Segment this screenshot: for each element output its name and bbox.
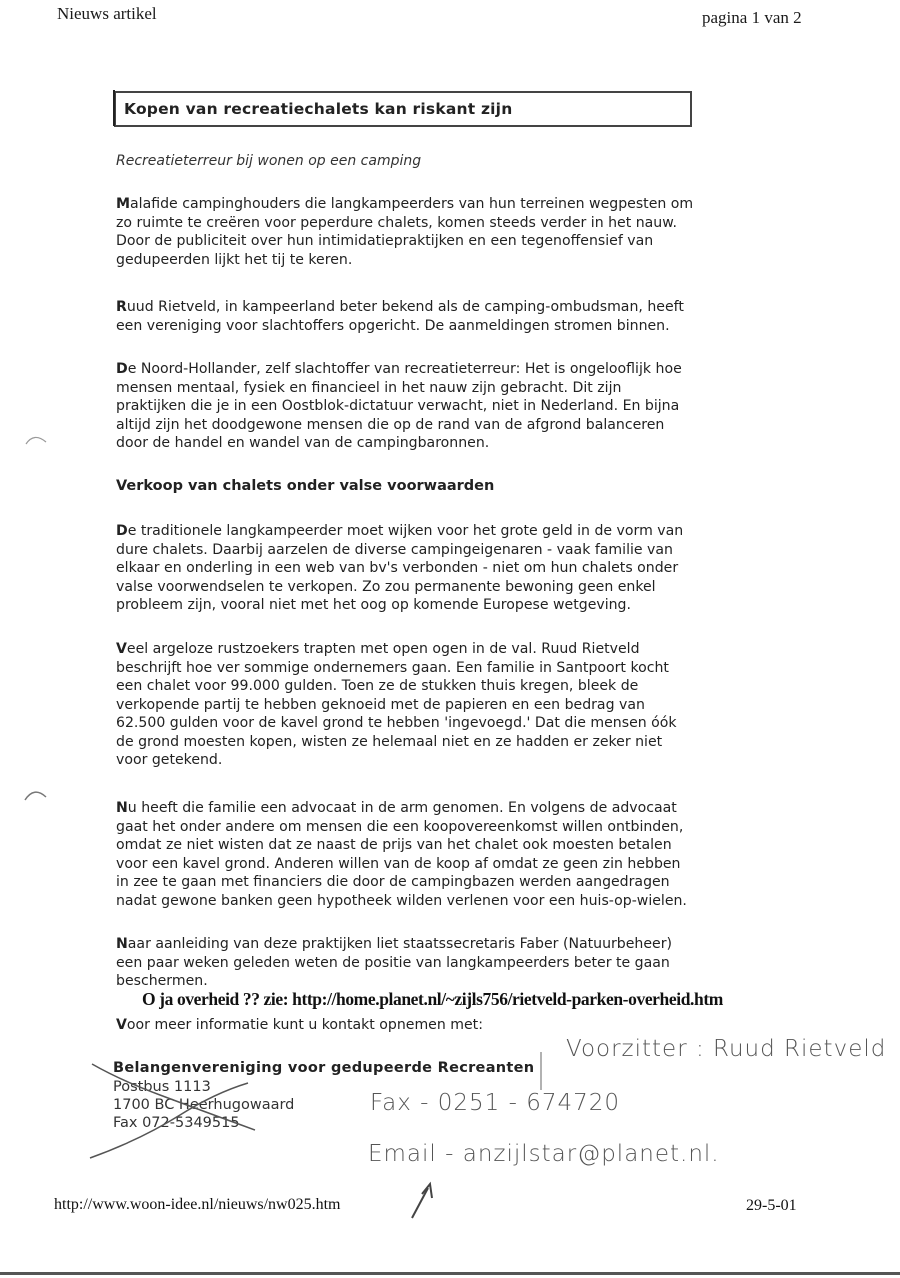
handwritten-email: Email - anzijlstar@planet.nl. xyxy=(368,1141,720,1167)
contact-postbus: Postbus 1113 xyxy=(113,1079,211,1095)
paragraph-2: Ruud Rietveld, in kampeerland beter bekend als de camping-ombudsman, heeft een vereniging voor slachtoffers opgericht. De aanmeldingen stromen binnen. xyxy=(116,299,684,334)
paragraph-6: Nu heeft die familie een advocaat in de arm genomen. En volgens de advocaat gaat het onder andere om mensen die een koopovereenkomst willen ontbinden, omdat ze niet wisten dat ze naast de prijs van het chalet ook moesten betalen voor een kavel grond. Anderen willen van de koop af omdat ze geen zin hebben in zee te gaan met financiers die door de campingbazen werden aangedragen nadat gewone banken geen hypotheek wilden verlenen voor een huis-op-wielen. xyxy=(116,800,687,909)
contact-fax: Fax 072-5349515 xyxy=(113,1115,240,1131)
paragraph-5: Veel argeloze rustzoekers trapten met open ogen in de val. Ruud Rietveld beschrijft hoe ver sommige ondernemers gaan. Een familie in Santpoort kocht een chalet voor 99.000 gulden. Toen ze de stukken thuis kregen, bleek de verkopende partij te hebben geknoeid met de papieren en een bedrag van 62.500 gulden voor de kavel grond te hebben 'ingevoegd.' Dat die mensen óók de grond moesten kopen, wisten ze helemaal niet en ze hadden er zeker niet voor getekend. xyxy=(116,641,677,768)
article-title: Kopen van recreatiechalets kan riskant zijn xyxy=(124,100,513,118)
contact-intro: Voor meer informatie kunt u kontakt opnemen met: xyxy=(116,1017,483,1033)
section-heading: Verkoop van chalets onder valse voorwaarden xyxy=(116,478,495,494)
footer-date: 29-5-01 xyxy=(746,1197,797,1214)
bottom-rule xyxy=(0,1272,900,1275)
contact-organization: Belangenvereniging voor gedupeerde Recreanten xyxy=(113,1060,535,1076)
paragraph-3: De Noord-Hollander, zelf slachtoffer van recreatieterreur: Het is ongelooflijk hoe mensen mentaal, fysiek en financieel in het nauw zijn gebracht. Dit zijn praktijken die je in een Oostblok-dictatuur verwacht, niet in Nederland. En bijna altijd zijn het doodgewone mensen die op de rand van de afgrond balanceren door de handel en wandel van de campingbaronnen. xyxy=(116,361,682,451)
arrow-icon xyxy=(412,1188,428,1218)
paragraph-4: De traditionele langkampeerder moet wijken voor het grote geld in de vorm van dure chalets. Daarbij aarzelen de diverse campingeigenaren - vaak familie van elkaar en onderling in een web van bv's verbonden - niet om hun chalets onder valse voorwendselen te verkopen. Zo zou permanente bewoning geen enkel probleem zijn, vooral niet met het oog op komende Europese wetgeving. xyxy=(116,523,684,613)
page-number: pagina 1 van 2 xyxy=(702,8,802,27)
punch-hole-mark-1 xyxy=(26,437,46,444)
page-header-label: Nieuws artikel xyxy=(57,4,157,23)
handwritten-fax: Fax - 0251 - 674720 xyxy=(370,1090,620,1116)
paragraph-1: Malafide campinghouders die langkampeerders van hun terreinen wegpesten om zo ruimte te creëren voor peperdure chalets, komen steeds verder in het nauw. Door de publiciteit over hun intimidatiepraktijken en een tegenoffensief van gedupeerden lijkt het tij te keren. xyxy=(116,196,694,268)
footer-url[interactable]: http://www.woon-idee.nl/nieuws/nw025.htm xyxy=(54,1196,341,1213)
article-subtitle: Recreatieterreur bij wonen op een camping xyxy=(116,153,422,169)
cross-out-stroke-1 xyxy=(92,1064,255,1130)
handwritten-chair: Voorzitter : Ruud Rietveld xyxy=(566,1036,887,1062)
punch-hole-mark-2 xyxy=(25,792,46,800)
paragraph-7: Naar aanleiding van deze praktijken liet staatssecretaris Faber (Natuurbeheer) een paar weken geleden weten de positie van langkampeerders beter te gaan beschermen. xyxy=(116,936,672,989)
inserted-link-line[interactable]: O ja overheid ?? zie: http://home.planet.nl/~zijls756/rietveld-parken-overheid.htm xyxy=(142,989,723,1009)
contact-city: 1700 BC Heerhugowaard xyxy=(113,1097,295,1113)
cross-out-stroke-2 xyxy=(90,1083,248,1158)
